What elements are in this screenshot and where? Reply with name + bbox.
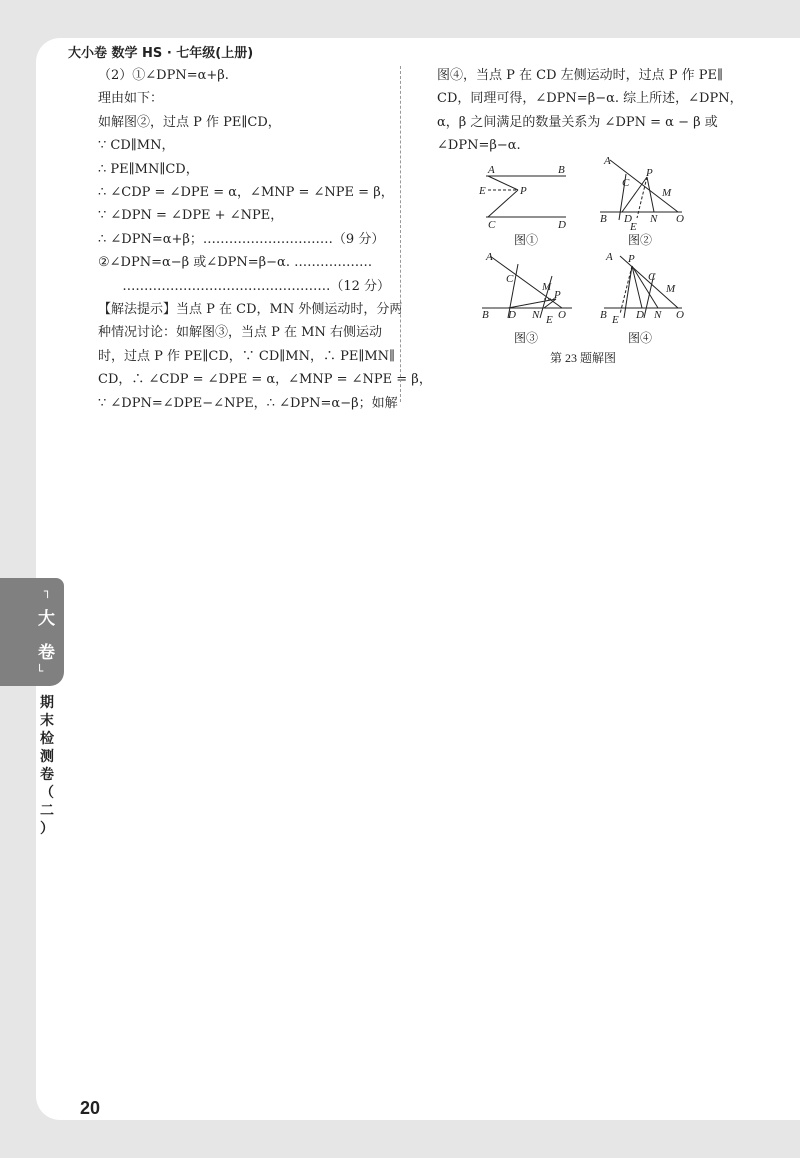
text-line: ∴ PE∥MN∥CD， xyxy=(98,161,199,177)
tab-char-2: 卷 xyxy=(38,643,55,663)
fig4-label-m: M xyxy=(666,283,676,295)
text-line: ∵ ∠DPN = ∠DPE + ∠NPE， xyxy=(98,208,284,224)
text-line: 种情况讨论：如解图③，当点 P 在 MN 右侧运动 xyxy=(98,325,382,341)
fig4-label-d: D xyxy=(636,309,644,321)
fig3-label-p: P xyxy=(554,289,561,301)
fig1-label-b: B xyxy=(558,164,565,176)
running-header: 大小卷 数学 HS · 七年级(上册) xyxy=(68,46,254,61)
text-line: ②∠DPN=α−β 或∠DPN=β−α. ……………… xyxy=(98,255,373,271)
fig3-label-b: B xyxy=(482,309,489,321)
tab-corner-mark: ┐ xyxy=(44,584,52,598)
text-line: ∵ CD∥MN， xyxy=(98,138,175,154)
fig2-label-a: A xyxy=(604,156,611,167)
title-char: （ xyxy=(40,785,54,801)
text-line: ∴ ∠DPN=α+β；…………………………（9 分） xyxy=(98,231,385,247)
volume-tab xyxy=(0,578,64,686)
text-line: 图④，当点 P 在 CD 左侧运动时，过点 P 作 PE∥ xyxy=(437,68,724,83)
fig3-label-a: A xyxy=(486,251,493,263)
title-char: 检 xyxy=(40,731,54,747)
fig2-label-c: C xyxy=(622,177,630,189)
figures-main-caption: 第 23 题解图 xyxy=(550,351,617,365)
fig4-label-e: E xyxy=(612,314,619,326)
text-line: α，β 之间满足的数量关系为 ∠DPN = α − β 或 xyxy=(437,114,718,130)
fig3-label-e: E xyxy=(546,314,553,326)
section-title-vertical xyxy=(38,694,56,838)
fig2-caption: 图② xyxy=(628,233,653,247)
column-divider xyxy=(400,66,401,402)
text-line: ∵ ∠DPN=∠DPE−∠NPE，∴ ∠DPN=α−β；如解 xyxy=(98,395,398,411)
fig3-label-m: M xyxy=(542,281,552,293)
title-char: 末 xyxy=(40,713,54,729)
fig2-label-o: O xyxy=(676,213,684,225)
left-column xyxy=(98,64,432,415)
tab-char-1: 大 xyxy=(38,609,55,629)
tab-corner-mark: └ xyxy=(36,664,44,678)
fig2-label-e: E xyxy=(630,221,637,233)
text-line: 【解法提示】当点 P 在 CD，MN 外侧运动时，分两 xyxy=(98,302,403,318)
fig2-label-n: N xyxy=(650,213,658,225)
fig4-label-o: O xyxy=(676,309,684,321)
text-line: 时，过点 P 作 PE∥CD，∵ CD∥MN，∴ PE∥MN∥ xyxy=(98,348,396,364)
fig4-label-b: B xyxy=(600,309,607,321)
title-char: 二 xyxy=(40,803,54,819)
text-line: 如解图②，过点 P 作 PE∥CD， xyxy=(98,114,281,130)
fig4-label-a: A xyxy=(606,251,613,263)
fig3-label-n: N xyxy=(532,309,540,321)
title-char: 卷 xyxy=(40,767,54,783)
fig1-label-c: C xyxy=(488,219,496,231)
fig3-label-c: C xyxy=(506,273,514,285)
fig1-label-a: A xyxy=(488,164,495,176)
fig2-label-d: D xyxy=(624,213,632,225)
fig2-label-p: P xyxy=(646,167,653,179)
fig2-label-b: B xyxy=(600,213,607,225)
fig3-caption: 图③ xyxy=(514,331,539,345)
fig4-label-p: P xyxy=(628,253,635,265)
text-line: CD，∴ ∠CDP = ∠DPE = α，∠MNP = ∠NPE = β， xyxy=(98,372,432,388)
fig2-label-m: M xyxy=(662,187,672,199)
fig1-label-p: P xyxy=(520,185,527,197)
fig4-label-n: N xyxy=(654,309,662,321)
fig3-label-o: O xyxy=(558,309,566,321)
fig4-label-c: C xyxy=(648,271,656,283)
fig1-caption: 图① xyxy=(514,233,539,247)
text-line: ∠DPN=β−α. xyxy=(437,138,521,154)
text-line: 理由如下： xyxy=(98,91,164,107)
text-line: CD，同理可得，∠DPN=β−α. 综上所述，∠DPN， xyxy=(437,91,743,107)
fig4-caption: 图④ xyxy=(628,331,653,345)
figures-svg xyxy=(472,156,702,371)
text-line: …………………………………………（12 分） xyxy=(122,278,390,294)
fig1-label-e: E xyxy=(479,185,486,197)
fig1-label-d: D xyxy=(558,219,566,231)
title-char: 期 xyxy=(40,695,54,711)
solution-figures xyxy=(472,156,702,371)
page-number: 20 xyxy=(80,1098,101,1118)
right-column xyxy=(437,64,743,158)
title-char: ） xyxy=(40,821,54,837)
text-line: ∴ ∠CDP = ∠DPE = α，∠MNP = ∠NPE = β， xyxy=(98,185,394,201)
title-char: 测 xyxy=(40,749,54,765)
text-line: （2）①∠DPN=α+β. xyxy=(98,68,229,83)
fig3-label-d: D xyxy=(508,309,516,321)
